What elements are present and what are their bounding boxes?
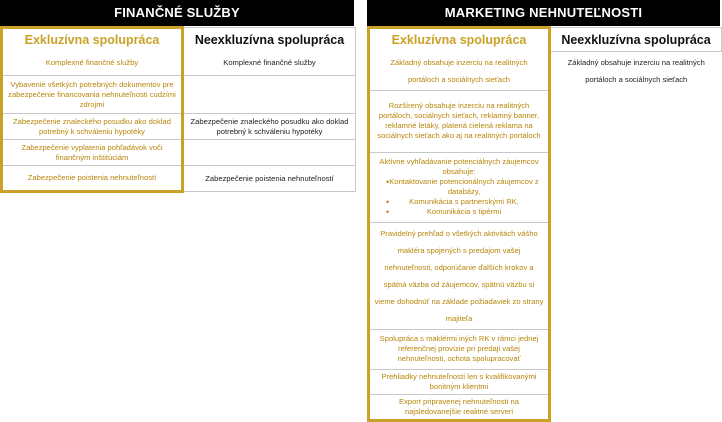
marketing-panel bbox=[367, 0, 720, 422]
financial-services-title: FINANČNÉ SLUŽBY bbox=[0, 0, 354, 26]
table-cell: Zabezpečenie poistenia nehnuteľností bbox=[183, 166, 356, 192]
table-cell bbox=[183, 76, 356, 114]
active-search-list bbox=[374, 177, 544, 217]
table-cell: Zabezpečenie znaleckého posudku ako doklad potrebný k schváleniu hypotéky bbox=[2, 114, 183, 140]
list-item: • Komunikácia s partnerskými RK, bbox=[374, 197, 544, 207]
table-cell: Spolupráca s maklérmi iných RK v rámci jednej referenčnej provízie pri predaji vašej nehnuteľnosti, ochota spolupracovať bbox=[369, 329, 550, 369]
empty-cell bbox=[550, 222, 722, 329]
table-cell: Základný obsahuje inzerciu na realitných portáloch a sociálnych sieťach bbox=[567, 58, 705, 84]
table-cell: Prehliadky nehnuteľností len s kvalifikovanými bonitným klientmi bbox=[369, 369, 550, 394]
active-search-cell bbox=[369, 152, 550, 222]
empty-cell bbox=[550, 329, 722, 369]
table-cell: Komplexné finančné služby bbox=[2, 52, 183, 76]
table-cell bbox=[183, 140, 356, 166]
table-cell: Export pripravenej nehnuteľnosti na najsledovanejšie realitné serveri bbox=[369, 394, 550, 420]
empty-cell bbox=[550, 90, 722, 152]
nonexclusive-column-header: Neexkluzívna spolupráca bbox=[183, 28, 356, 52]
financial-services-table bbox=[0, 26, 356, 193]
table-cell: Zabezpečenie vyplatenia pohľadávok voči finančným inštitúciám bbox=[2, 140, 183, 166]
empty-cell bbox=[550, 369, 722, 394]
table-cell: Zabezpečenie znaleckého posudku ako doklad potrebný k schváleniu hypotéky bbox=[183, 114, 356, 140]
empty-cell bbox=[550, 394, 722, 420]
table-cell: Pravidelný prehľad o všetkých aktivitách vášho makléra spojených s predajom vašej nehnuteľnosti, odporúčanie ďalších krokov a spätná väzba od záujemcov, spätnú väzbu si vieme dohodnúť na základe požiadaviek zo strany majiteľa bbox=[369, 222, 550, 329]
list-item: • Kontaktovanie potencionálnych záujemcov z databázy, bbox=[374, 177, 544, 197]
table-cell: Základný obsahuje inzerciu na realitných portáloch a sociálnych sieťach bbox=[369, 52, 550, 91]
exclusive-column-header: Exkluzívna spolupráca bbox=[369, 28, 550, 52]
table-cell: Komplexné finančné služby bbox=[183, 52, 356, 76]
financial-services-panel bbox=[0, 0, 354, 193]
table-cell: Zabezpečenie poistenia nehnuteľností bbox=[2, 166, 183, 192]
list-item: • Komunikácia s tipérmi bbox=[374, 207, 544, 217]
table-cell: Rozšírený obsahuje inzerciu na realitných portáloch, sociálnych sieťach, reklamný banner, reklamné letáky, platená cielená reklama na sociálnych sieťach ako aj na realitných portáloch bbox=[369, 90, 550, 152]
nonexclusive-column-header: Neexkluzívna spolupráca bbox=[550, 28, 722, 52]
table-cell: Vybavenie všetkých potrebných dokumentov pre zabezpečenie financovania nehnuteľnosti cudzími zdrojmi bbox=[2, 76, 183, 114]
marketing-table bbox=[367, 26, 722, 422]
active-search-intro: Aktívne vyhľadávanie potenciálnych záujemcov obsahuje: bbox=[379, 157, 539, 176]
exclusive-column-header: Exkluzívna spolupráca bbox=[2, 28, 183, 52]
marketing-title: MARKETING NEHNUTEĽNOSTI bbox=[367, 0, 720, 26]
empty-cell bbox=[550, 152, 722, 222]
